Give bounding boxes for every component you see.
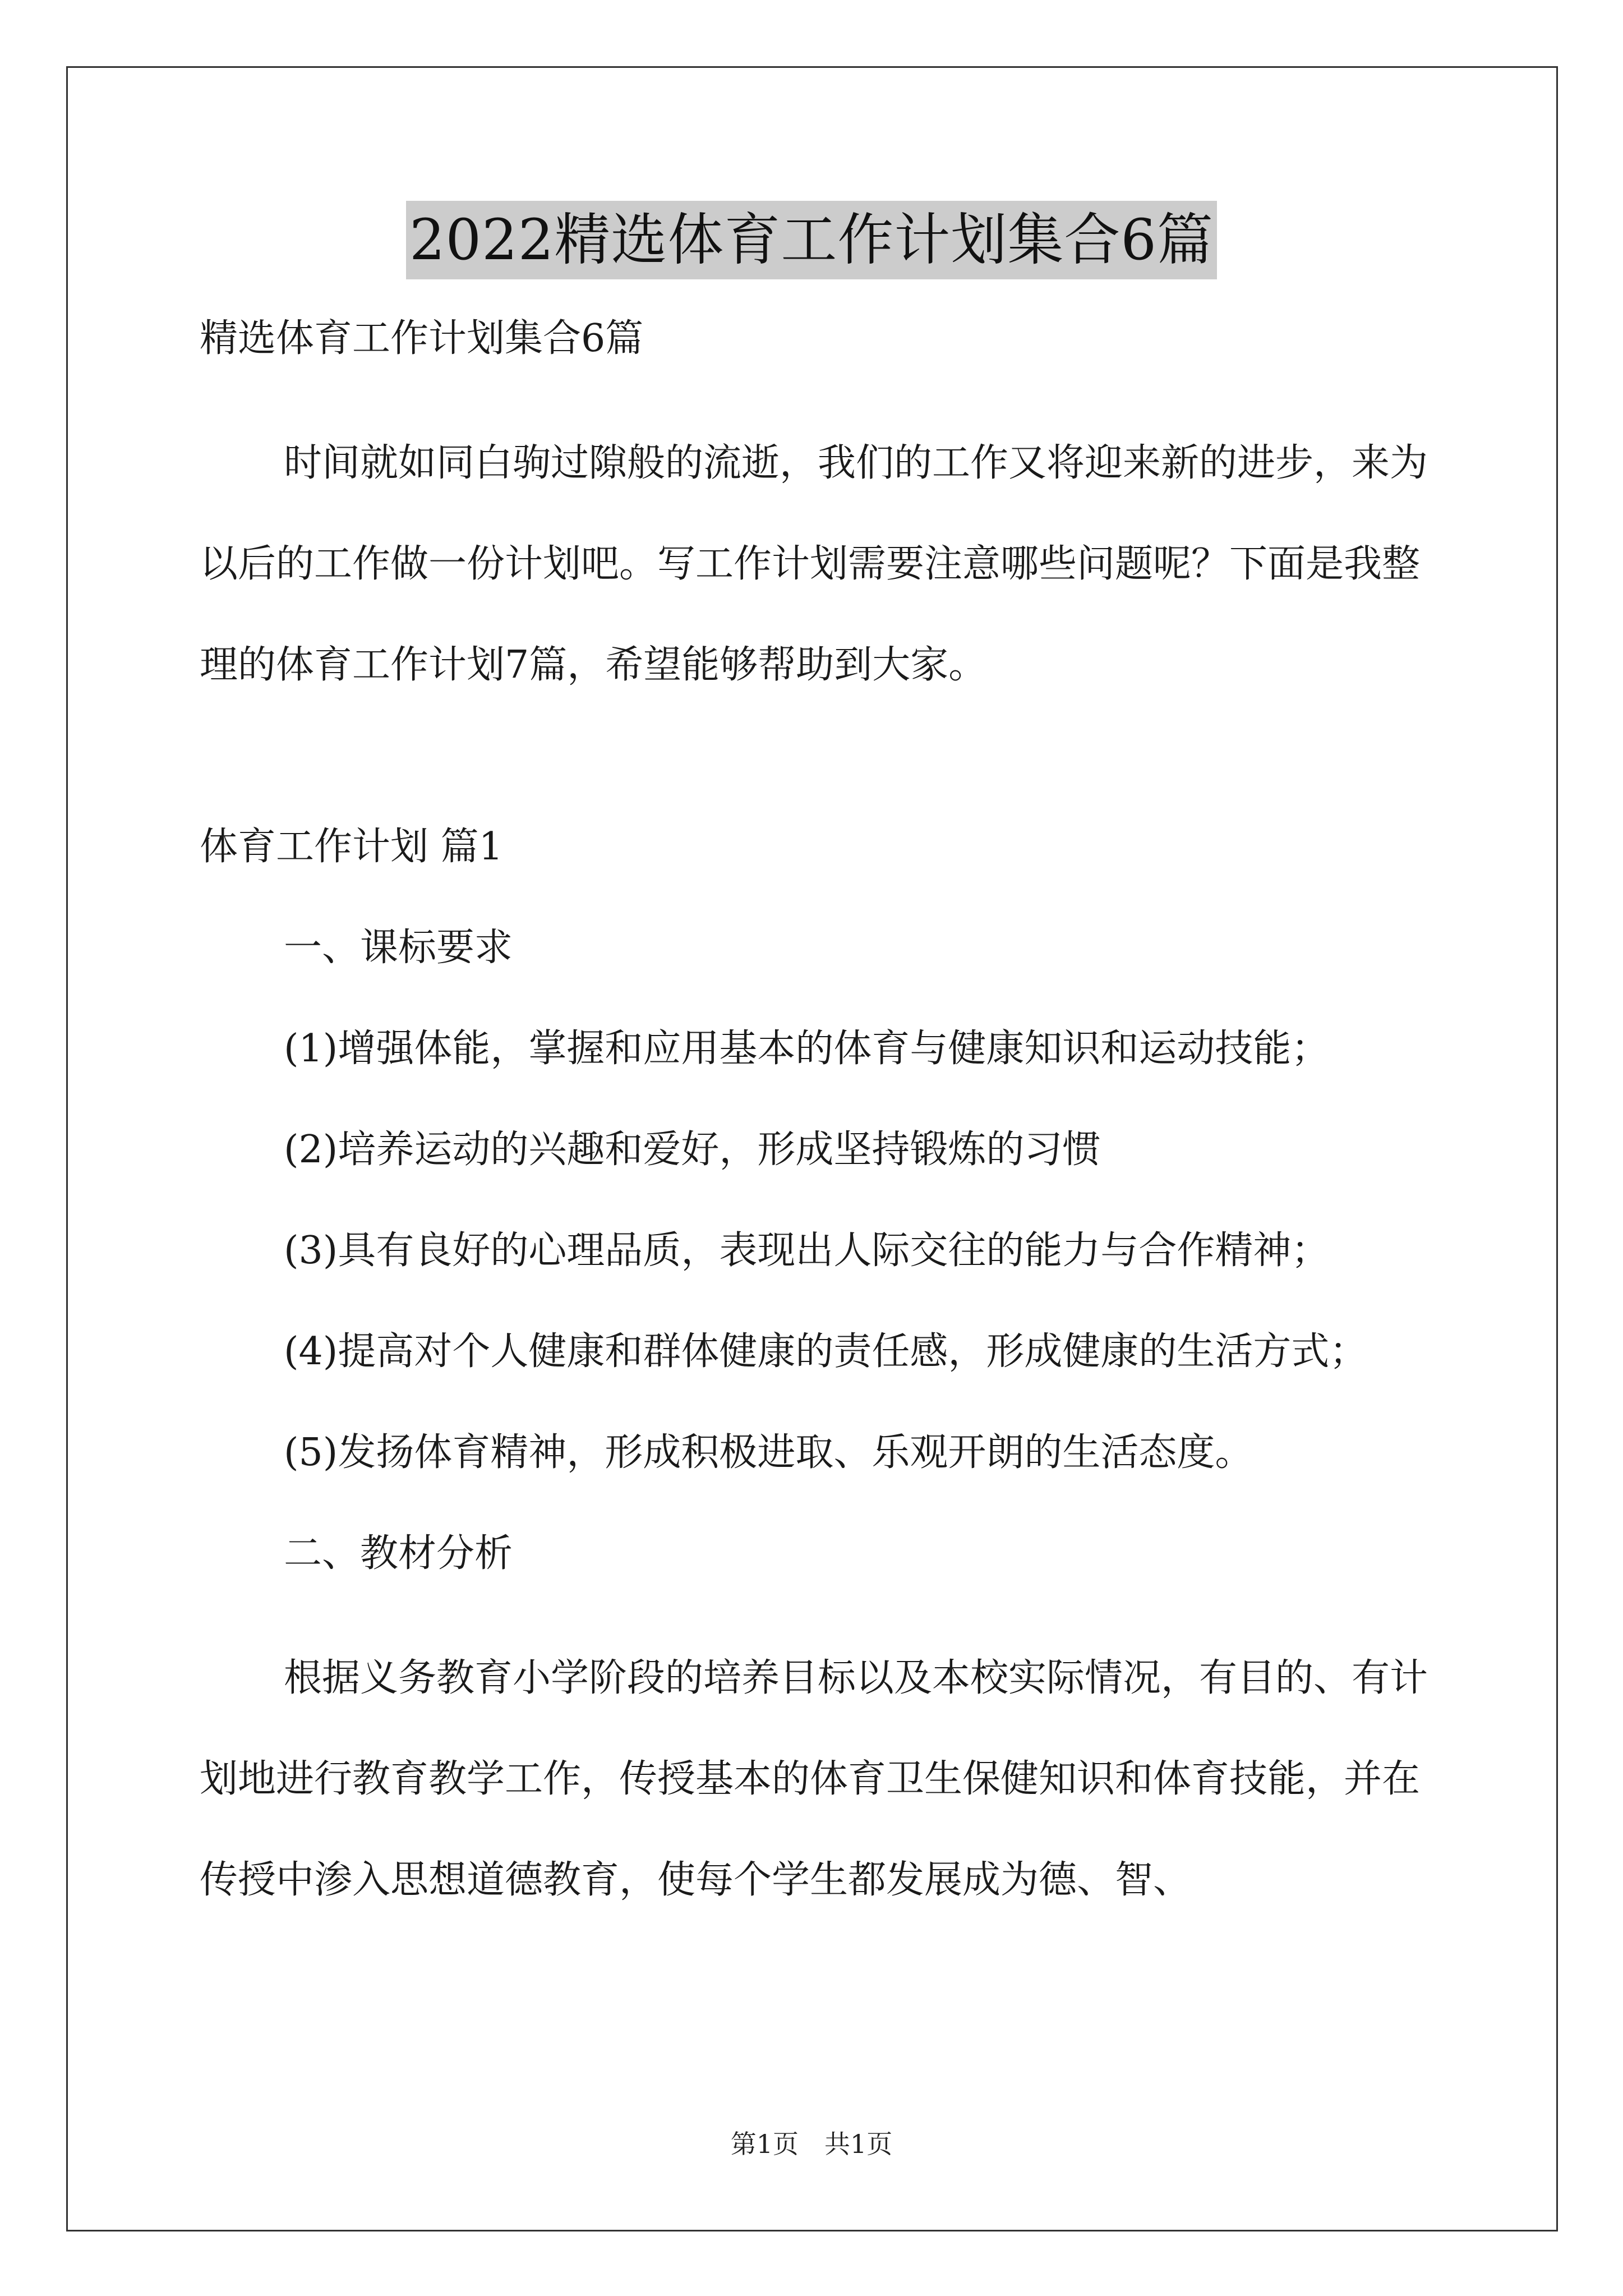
document-title: 2022精选体育工作计划集合6篇	[406, 201, 1217, 279]
list-item: (5)发扬体育精神，形成积极进取、乐观开朗的生活态度。	[284, 1430, 1253, 1475]
chapter-title: 体育工作计划 篇1	[200, 825, 503, 869]
document-body	[200, 314, 1433, 1931]
list-item: (3)具有良好的心理品质，表现出人际交往的能力与合作精神；	[284, 1228, 1330, 1273]
section-heading-1: 一、课标要求	[284, 926, 513, 970]
list-item: (4)提高对个人健康和群体健康的责任感，形成健康的生活方式；	[284, 1329, 1368, 1374]
list-item: (2)培养运动的兴趣和爱好，形成坚持锻炼的习惯	[284, 1128, 1101, 1172]
intro-paragraph: 时间就如同白驹过隙般的流逝，我们的工作又将迎来新的进步，来为以后的工作做一份计划吧。写工作计划需要注意哪些问题呢？下面是我整理的体育工作计划7篇，希望能够帮助到大家。	[200, 441, 1428, 687]
page-footer: 第1页 共1页	[730, 2129, 893, 2159]
section-heading-2: 二、教材分析	[284, 1531, 513, 1576]
section-2-paragraph: 根据义务教育小学阶段的培养目标以及本校实际情况，有目的、有计划地进行教育教学工作，传授基本的体育卫生保健知识和体育技能，并在传授中渗入思想道德教育，使每个学生都发展成为德、智、	[200, 1656, 1428, 1902]
document-subtitle: 精选体育工作计划集合6篇	[200, 316, 644, 361]
title-container	[0, 201, 1623, 279]
list-item: (1)增强体能，掌握和应用基本的体育与健康知识和运动技能；	[284, 1027, 1330, 1071]
